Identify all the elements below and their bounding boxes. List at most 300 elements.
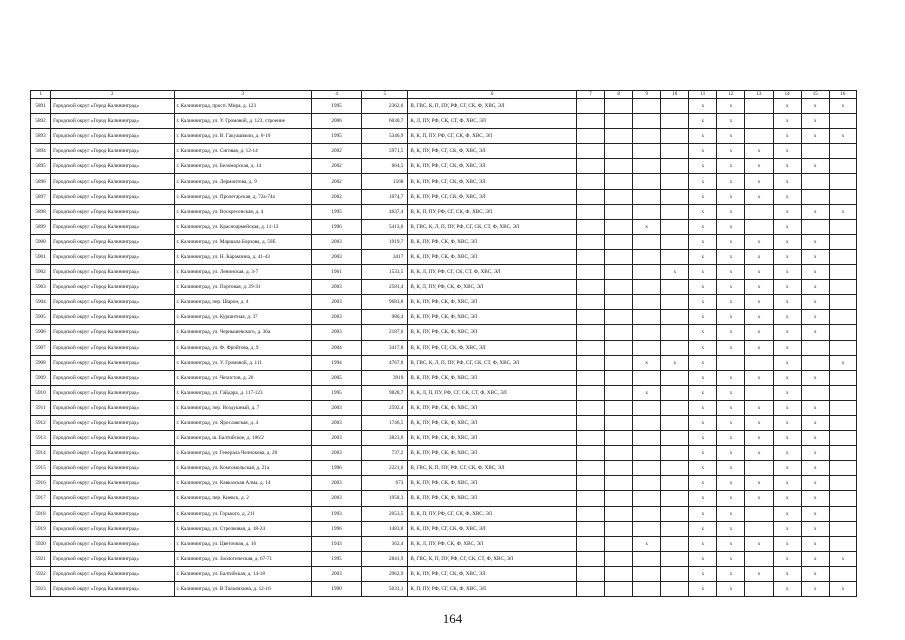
table-row (31, 219, 857, 234)
area: 1958,3 (362, 491, 408, 506)
mark-12: х (717, 114, 745, 129)
mark-13: х (745, 566, 773, 581)
table-row (31, 476, 857, 491)
row-number: 5914 (31, 446, 51, 461)
year-built: 1995 (311, 204, 361, 219)
area: 2362,6 (362, 99, 408, 114)
mark-12: х (717, 521, 745, 536)
mark-13 (745, 355, 773, 370)
mark-8 (605, 310, 633, 325)
mark-8 (605, 174, 633, 189)
column-number: 15 (801, 91, 829, 99)
area: 3417 (362, 249, 408, 264)
mark-7 (576, 491, 604, 506)
mark-14: х (773, 370, 801, 385)
mark-12: х (717, 325, 745, 340)
mark-8 (605, 506, 633, 521)
municipality: Городской округ «Город Калининград» (51, 506, 174, 521)
municipality: Городской округ «Город Калининград» (51, 249, 174, 264)
mark-15 (801, 340, 829, 355)
address: г. Калининград, ул. Зоологическая, д. 67-71 (174, 551, 311, 566)
row-number: 5910 (31, 385, 51, 400)
row-number: 5917 (31, 491, 51, 506)
mark-13 (745, 219, 773, 234)
address: г. Калининград, ул. В.Талалихина, д. 12-16 (174, 582, 311, 597)
area: 1919,7 (362, 234, 408, 249)
mark-12: х (717, 415, 745, 430)
municipality: Городской округ «Город Калининград» (51, 280, 174, 295)
mark-13 (745, 461, 773, 476)
mark-13: х (745, 400, 773, 415)
mark-8 (605, 385, 633, 400)
year-built: 2003 (311, 295, 361, 310)
mark-16 (829, 415, 856, 430)
area: 673 (362, 476, 408, 491)
elements: В, К, ПУ, РФ, СК, Ф, ХВС, ЭЛ (408, 249, 577, 264)
mark-11: х (689, 295, 717, 310)
mark-8 (605, 295, 633, 310)
mark-7 (576, 265, 604, 280)
mark-15: х (801, 566, 829, 581)
mark-13: х (745, 174, 773, 189)
address: г. Калининград, ул. У. Громовой, д. 123, строение (174, 114, 311, 129)
mark-13: х (745, 249, 773, 264)
mark-12: х (717, 310, 745, 325)
mark-11: х (689, 189, 717, 204)
area: 5346,9 (362, 129, 408, 144)
elements: В, К, ПУ, РФ, СК, Ф, ХВС, ЭЛ (408, 310, 577, 325)
area: 737,2 (362, 446, 408, 461)
year-built: 2003 (311, 325, 361, 340)
area: 5031,1 (362, 582, 408, 597)
municipality: Городской округ «Город Калининград» (51, 310, 174, 325)
mark-12: х (717, 280, 745, 295)
mark-14: х (773, 491, 801, 506)
mark-8 (605, 566, 633, 581)
table-row (31, 249, 857, 264)
address: г. Калининград, ул. Воскресенская, д. 4 (174, 204, 311, 219)
year-built: 2003 (311, 446, 361, 461)
mark-16: х (829, 551, 856, 566)
mark-11: х (689, 491, 717, 506)
mark-15 (801, 355, 829, 370)
mark-14: х (773, 551, 801, 566)
year-built: 1996 (311, 521, 361, 536)
mark-16 (829, 385, 856, 400)
table-row (31, 174, 857, 189)
mark-7 (576, 431, 604, 446)
mark-10 (661, 189, 689, 204)
mark-9 (633, 551, 661, 566)
mark-13 (745, 114, 773, 129)
elements: В, К, ПУ, РФ, СГ, СК, Ф, ХВС, ЭЛ (408, 189, 577, 204)
mark-11: х (689, 234, 717, 249)
mark-16 (829, 476, 856, 491)
mark-13: х (745, 265, 773, 280)
mark-14: х (773, 582, 801, 597)
address: г. Калининград, ул. Портовая, д. 29-31 (174, 280, 311, 295)
mark-15: х (801, 582, 829, 597)
column-number: 8 (605, 91, 633, 99)
table-row (31, 204, 857, 219)
row-number: 5900 (31, 234, 51, 249)
municipality: Городской округ «Город Калининград» (51, 476, 174, 491)
elements: В, К, ПУ, РФ, СГ, СК, Ф, ХВС, ЭЛ (408, 144, 577, 159)
table-row (31, 446, 857, 461)
mark-14: х (773, 219, 801, 234)
mark-7 (576, 99, 604, 114)
table-row (31, 491, 857, 506)
mark-15: х (801, 536, 829, 551)
mark-14: х (773, 476, 801, 491)
column-number: 5 (362, 91, 408, 99)
address: г. Калининград, ул. Цветочная, д. 16 (174, 536, 311, 551)
area: 2592,4 (362, 400, 408, 415)
mark-12: х (717, 99, 745, 114)
mark-11: х (689, 400, 717, 415)
mark-16 (829, 325, 856, 340)
address: г. Калининград, ш. Балтийское, д. 106/2 (174, 431, 311, 446)
mark-9 (633, 370, 661, 385)
column-number-header (31, 91, 857, 99)
mark-14: х (773, 144, 801, 159)
table-row (31, 536, 857, 551)
mark-11: х (689, 506, 717, 521)
mark-7 (576, 536, 604, 551)
row-number: 5892 (31, 114, 51, 129)
mark-11: х (689, 461, 717, 476)
mark-8 (605, 461, 633, 476)
year-built: 1943 (311, 536, 361, 551)
mark-13 (745, 385, 773, 400)
municipality: Городской округ «Город Калининград» (51, 491, 174, 506)
address: г. Калининград, ул. Сиговая, д. 12-14 (174, 144, 311, 159)
year-built: 2003 (311, 476, 361, 491)
mark-12: х (717, 566, 745, 581)
municipality: Городской округ «Город Калининград» (51, 521, 174, 536)
area: 1483,8 (362, 521, 408, 536)
mark-11: х (689, 415, 717, 430)
year-built: 2003 (311, 415, 361, 430)
mark-10 (661, 310, 689, 325)
mark-9 (633, 582, 661, 597)
mark-10 (661, 415, 689, 430)
area: 3919 (362, 370, 408, 385)
mark-11: х (689, 99, 717, 114)
mark-15: х (801, 551, 829, 566)
mark-9 (633, 295, 661, 310)
elements: В, К, Л, ПУ, РФ, СГ, СК, СТ, Ф, ХВС, ЭЛ (408, 265, 577, 280)
table-row (31, 400, 857, 415)
mark-8 (605, 476, 633, 491)
mark-16 (829, 491, 856, 506)
mark-10 (661, 144, 689, 159)
address: г. Калининград, ул. Кавказская Алма, д. 14 (174, 476, 311, 491)
mark-16 (829, 446, 856, 461)
mark-16 (829, 295, 856, 310)
mark-11: х (689, 144, 717, 159)
mark-16 (829, 280, 856, 295)
mark-12: х (717, 446, 745, 461)
year-built: 2003 (311, 234, 361, 249)
mark-8 (605, 340, 633, 355)
mark-8 (605, 521, 633, 536)
row-number: 5908 (31, 355, 51, 370)
mark-7 (576, 129, 604, 144)
mark-9 (633, 159, 661, 174)
mark-11: х (689, 446, 717, 461)
row-number: 5912 (31, 415, 51, 430)
mark-9 (633, 189, 661, 204)
mark-13 (745, 99, 773, 114)
column-number: 6 (408, 91, 577, 99)
mark-13: х (745, 491, 773, 506)
mark-15: х (801, 400, 829, 415)
mark-8 (605, 582, 633, 597)
area: 6030,7 (362, 114, 408, 129)
elements: В, К, ПУ, РФ, СГ, СК, Ф, ХВС, ЭЛ (408, 174, 577, 189)
year-built: 1993 (311, 506, 361, 521)
mark-15 (801, 144, 829, 159)
mark-12: х (717, 461, 745, 476)
table-row (31, 415, 857, 430)
elements: В, ГВС, К, П, ПУ, РФ, СГ, СК, СТ, Ф, ХВС, ЭЛ (408, 551, 577, 566)
area: 3417,8 (362, 340, 408, 355)
municipality: Городской округ «Город Калининград» (51, 234, 174, 249)
mark-7 (576, 370, 604, 385)
municipality: Городской округ «Город Калининград» (51, 431, 174, 446)
mark-13: х (745, 446, 773, 461)
mark-16: х (829, 582, 856, 597)
year-built: 2004 (311, 340, 361, 355)
mark-7 (576, 461, 604, 476)
elements: В, К, Л, П, ПУ, РФ, СГ, СК, СТ, Ф, ХВС, ЭЛ (408, 385, 577, 400)
mark-13: х (745, 415, 773, 430)
elements: В, К, П, ПУ, РФ, СГ, СК, Ф, ХВС, ЭЛ (408, 506, 577, 521)
municipality: Городской округ «Город Калининград» (51, 325, 174, 340)
elements: В, К, ПУ, РФ, СГ, СК, Ф, ХВС, ЭЛ (408, 340, 577, 355)
elements: В, К, Л, ПУ, РФ, СК, Ф, ХВС, ЭЛ (408, 536, 577, 551)
address: г. Калининград, ул. Н. Карамзина, д. 41-43 (174, 249, 311, 264)
table-row (31, 189, 857, 204)
mark-15: х (801, 415, 829, 430)
mark-15: х (801, 521, 829, 536)
address: г. Калининград, ул. Чехистов, д. 20 (174, 370, 311, 385)
mark-14: х (773, 189, 801, 204)
elements: В, К, ПУ, РФ, СК, Ф, ХВС, ЭЛ (408, 400, 577, 415)
mark-12: х (717, 551, 745, 566)
elements: В, ГВС, К, П, ПУ, РФ, СГ, СК, Ф, ХВС, ЭЛ (408, 461, 577, 476)
municipality: Городской округ «Город Калининград» (51, 370, 174, 385)
mark-12: х (717, 582, 745, 597)
row-number: 5918 (31, 506, 51, 521)
mark-11: х (689, 370, 717, 385)
mark-12: х (717, 174, 745, 189)
mark-7 (576, 204, 604, 219)
address: г. Калининград, ул. Ярославская, д. 4 (174, 415, 311, 430)
table-row (31, 234, 857, 249)
column-number: 1 (31, 91, 51, 99)
row-number: 5906 (31, 325, 51, 340)
mark-16: х (829, 129, 856, 144)
area: 4637,4 (362, 204, 408, 219)
municipality: Городской округ «Город Калининград» (51, 265, 174, 280)
area: 2962,9 (362, 566, 408, 581)
table-row (31, 506, 857, 521)
elements: В, К, ПУ, РФ, СК, Ф, ХВС, ЭЛ (408, 446, 577, 461)
mark-11: х (689, 204, 717, 219)
mark-7 (576, 144, 604, 159)
column-number: 13 (745, 91, 773, 99)
mark-16 (829, 370, 856, 385)
elements: В, К, ПУ, РФ, СК, Ф, ХВС, ЭЛ (408, 491, 577, 506)
address: г. Калининград, ул. Красноармейская, д. 11-13 (174, 219, 311, 234)
area: 9828,7 (362, 385, 408, 400)
mark-13 (745, 521, 773, 536)
mark-8 (605, 249, 633, 264)
column-number: 14 (773, 91, 801, 99)
elements: В, К, ПУ, РФ, СК, Ф, ХВС, ЭЛ (408, 295, 577, 310)
mark-10 (661, 551, 689, 566)
area: 9683,8 (362, 295, 408, 310)
row-number: 5919 (31, 521, 51, 536)
address: г. Калининград, ул. Лермонтова, д. 9 (174, 174, 311, 189)
mark-7 (576, 114, 604, 129)
municipality: Городской округ «Город Калининград» (51, 461, 174, 476)
mark-16: х (829, 204, 856, 219)
mark-10 (661, 536, 689, 551)
mark-13: х (745, 476, 773, 491)
mark-12: х (717, 265, 745, 280)
table-row (31, 265, 857, 280)
year-built: 2003 (311, 249, 361, 264)
mark-9 (633, 521, 661, 536)
mark-11: х (689, 265, 717, 280)
year-built: 2002 (311, 144, 361, 159)
year-built: 2002 (311, 189, 361, 204)
year-built: 2003 (311, 431, 361, 446)
mark-14: х (773, 355, 801, 370)
address: г. Калининград, ул. Комсомольская, д. 21а (174, 461, 311, 476)
area: 3823,6 (362, 431, 408, 446)
mark-8 (605, 446, 633, 461)
mark-13: х (745, 159, 773, 174)
year-built: 2003 (311, 566, 361, 581)
mark-16 (829, 234, 856, 249)
mark-7 (576, 340, 604, 355)
address: г. Калининград, ул. Ф. Фройтова, д. 9 (174, 340, 311, 355)
mark-11: х (689, 566, 717, 581)
municipality: Городской округ «Город Калининград» (51, 144, 174, 159)
elements: В, ГВС, К, Л, П, ПУ, РФ, СГ, СК, СТ, Ф, ХВС, ЭЛ (408, 219, 577, 234)
mark-14: х (773, 340, 801, 355)
table-row (31, 566, 857, 581)
mark-16 (829, 566, 856, 581)
municipality: Городской округ «Город Калининград» (51, 400, 174, 415)
area: 1074,7 (362, 189, 408, 204)
mark-8 (605, 491, 633, 506)
mark-10 (661, 114, 689, 129)
mark-15: х (801, 295, 829, 310)
mark-14: х (773, 325, 801, 340)
mark-15 (801, 219, 829, 234)
elements: В, К, ПУ, РФ, СК, Ф, ХВС, ЭЛ (408, 415, 577, 430)
row-number: 5922 (31, 566, 51, 581)
mark-7 (576, 476, 604, 491)
row-number: 5899 (31, 219, 51, 234)
mark-8 (605, 204, 633, 219)
address: г. Калининград, ул. Гайдара, д. 117-123 (174, 385, 311, 400)
mark-11: х (689, 582, 717, 597)
table-row (31, 280, 857, 295)
municipality: Городской округ «Город Калининград» (51, 129, 174, 144)
mark-11: х (689, 536, 717, 551)
mark-7 (576, 355, 604, 370)
mark-8 (605, 159, 633, 174)
mark-16 (829, 114, 856, 129)
mark-12: х (717, 385, 745, 400)
row-number: 5898 (31, 204, 51, 219)
mark-8 (605, 114, 633, 129)
mark-7 (576, 159, 604, 174)
mark-8 (605, 415, 633, 430)
mark-14: х (773, 431, 801, 446)
mark-13 (745, 204, 773, 219)
mark-12: х (717, 129, 745, 144)
year-built: 2003 (311, 491, 361, 506)
mark-11: х (689, 431, 717, 446)
area: 1533,5 (362, 265, 408, 280)
area: 2053,5 (362, 506, 408, 521)
mark-12: х (717, 536, 745, 551)
mark-9 (633, 340, 661, 355)
mark-15: х (801, 280, 829, 295)
mark-12: х (717, 400, 745, 415)
table-row (31, 370, 857, 385)
mark-8 (605, 219, 633, 234)
municipality: Городской округ «Город Калининград» (51, 385, 174, 400)
mark-7 (576, 174, 604, 189)
mark-13: х (745, 280, 773, 295)
row-number: 5902 (31, 265, 51, 280)
elements: К, П, ПУ, РФ, СГ, СК, Ф, ХВС, ЭЛ (408, 582, 577, 597)
mark-10 (661, 476, 689, 491)
mark-15: х (801, 159, 829, 174)
municipality: Городской округ «Город Калининград» (51, 566, 174, 581)
mark-8 (605, 129, 633, 144)
mark-7 (576, 234, 604, 249)
mark-10 (661, 99, 689, 114)
mark-14: х (773, 521, 801, 536)
mark-11: х (689, 551, 717, 566)
mark-16 (829, 144, 856, 159)
table-row (31, 461, 857, 476)
mark-9 (633, 491, 661, 506)
elements: В, К, П, ПУ, РФ, СГ, СК, Ф, ХВС, ЭЛ (408, 204, 577, 219)
area: 5413,6 (362, 219, 408, 234)
year-built: 1994 (311, 355, 361, 370)
table-row (31, 144, 857, 159)
mark-10 (661, 174, 689, 189)
address: г. Калининград, ул. Маршала Борзова, д. 59Е (174, 234, 311, 249)
column-number: 11 (689, 91, 717, 99)
mark-9 (633, 431, 661, 446)
mark-15 (801, 189, 829, 204)
area: 1746,5 (362, 415, 408, 430)
mark-9 (633, 461, 661, 476)
area: 5971,5 (362, 144, 408, 159)
row-number: 5893 (31, 129, 51, 144)
